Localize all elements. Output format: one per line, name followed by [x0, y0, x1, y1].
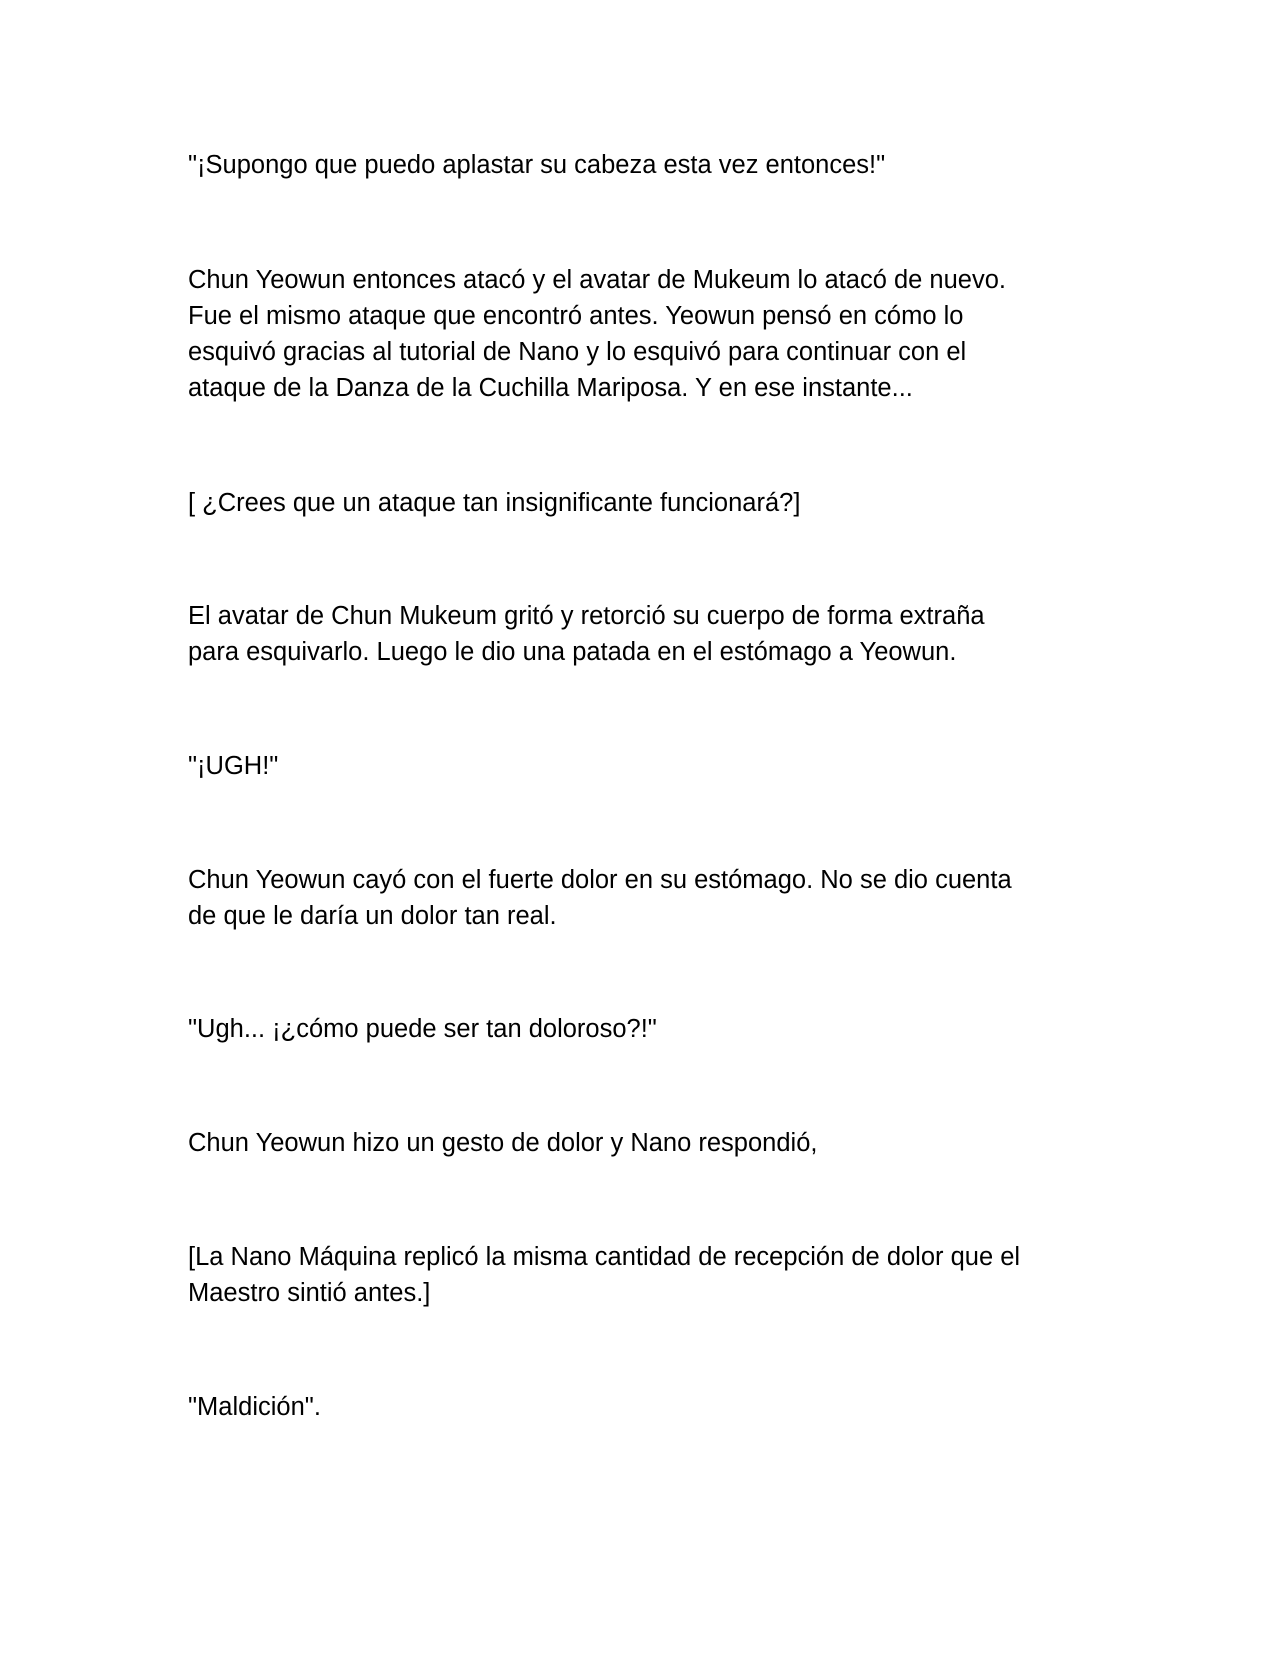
paragraph-line: de que le daría un dolor tan real. — [188, 902, 557, 930]
paragraph-line: Maestro sintió antes.] — [188, 1279, 431, 1307]
paragraph-line: "¡Supongo que puedo aplastar su cabeza esta vez entonces!" — [188, 151, 886, 179]
paragraph-9 — [188, 1239, 1088, 1311]
paragraph-6 — [188, 862, 1088, 934]
paragraph-line: "Ugh... ¡¿cómo puede ser tan doloroso?!" — [188, 1015, 657, 1043]
paragraph-line: "¡UGH!" — [188, 752, 279, 780]
paragraph-line: [La Nano Máquina replicó la misma cantidad de recepción de dolor que el — [188, 1243, 1021, 1271]
paragraph-line: Fue el mismo ataque que encontró antes. Yeowun pensó en cómo lo — [188, 302, 964, 330]
paragraph-line: "Maldición". — [188, 1393, 321, 1421]
paragraph-4 — [188, 598, 1088, 670]
paragraph-8 — [188, 1125, 1088, 1161]
paragraph-line: esquivó gracias al tutorial de Nano y lo esquivó para continuar con el — [188, 338, 967, 366]
paragraph-10 — [188, 1389, 1088, 1425]
paragraph-2 — [188, 262, 1088, 406]
paragraph-line: Chun Yeowun cayó con el fuerte dolor en su estómago. No se dio cuenta — [188, 866, 1012, 894]
paragraph-1 — [188, 147, 1088, 183]
paragraph-3 — [188, 485, 1088, 521]
paragraph-line: para esquivarlo. Luego le dio una patada en el estómago a Yeowun. — [188, 638, 957, 666]
paragraph-line: Chun Yeowun hizo un gesto de dolor y Nano respondió, — [188, 1129, 818, 1157]
paragraph-line: El avatar de Chun Mukeum gritó y retorció su cuerpo de forma extraña — [188, 602, 985, 630]
paragraph-line: Chun Yeowun entonces atacó y el avatar de Mukeum lo atacó de nuevo. — [188, 266, 1006, 294]
paragraph-line: [ ¿Crees que un ataque tan insignificante funcionará?] — [188, 489, 801, 517]
paragraph-7 — [188, 1011, 1088, 1047]
paragraph-5 — [188, 748, 1088, 784]
paragraph-line: ataque de la Danza de la Cuchilla Mariposa. Y en ese instante... — [188, 374, 913, 402]
